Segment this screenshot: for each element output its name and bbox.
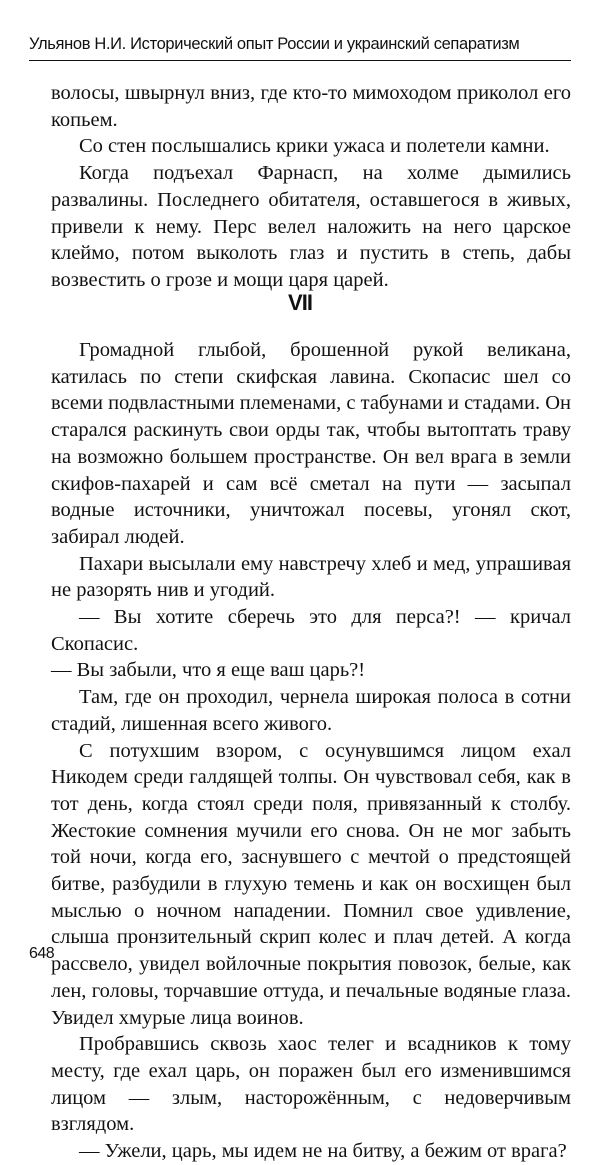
running-header: Ульянов Н.И. Исторический опыт России и украинский сепаратизм [29,35,520,53]
text-block-top [51,80,571,294]
chapter-section-number: VII [288,290,312,315]
dialogue-line: — Ужели, царь, мы идем не на битву, а бежим от врага? [79,1140,567,1163]
paragraph: С потухшим взором, с осунувшимся лицом ехал Никодем среди галдящей толпы. Он чувствовал себя, как в тот день, когда стоял среди поля, привязанный к столбу. Жестокие сомнения мучили его снова. Он не мог забыть той ночи, когда его, заснувшего с мечтой о предстоящей битве, разбудили в глухую темень и как он восхищен был мыслью о ночном нападении. Помнил свое удивление, слыша пронзительный скрип колес и плач детей. А когда рассвело, увидел войлочные покрытия повозок, белые, как лен, головы, торчавшие оттуда, и печальные водяные глаза. Увидел хмурые лица воинов. [51,739,571,1029]
paragraph: Когда подъехал Фарнасп, на холме дымились развалины. Последнего обитателя, оставшегося в живых, привели к нему. Перс велел наложить на него царское клеймо, потом выколоть глаз и пустить в степь, дабы возвестить о грозе и мощи царя царей. [51,162,571,291]
paragraph: волосы, швырнул вниз, где кто-то мимоходом приколол его копьем. [51,82,571,131]
dialogue-line: — Вы хотите сберечь это для перса?! — кричал Скопасис. [51,606,571,655]
header-divider [29,60,571,61]
paragraph: Пробравшись сквозь хаос телег и всадников к тому месту, где ехал царь, он поражен был его изменившимся лицом — злым, насторожённым, с недоверчивым взглядом. [51,1033,571,1136]
page-number: 648 [29,945,55,962]
paragraph: Пахари высылали ему навстречу хлеб и мед, упрашивая не разорять нив и угодий. [51,552,571,602]
paragraph: Громадной глыбой, брошенной рукой великана, катилась по степи скифская лавина. Скопасис шел со всеми подвластными племенами, с табунами и стадами. Он старался раскинуть свои орды так, чтобы вытоптать траву на возможно большем пространстве. Он вел врага в земли скифов-пахарей и сам всё сметал на пути — засыпал водные источники, уничтожал посевы, угонял скот, забирал людей. [51,339,571,548]
dialogue-line: — Вы забыли, что я еще ваш царь?! [51,659,366,682]
paragraph: Со стен послышались крики ужаса и полетели камни. [79,135,550,158]
text-block-main [51,337,571,1165]
paragraph: Там, где он проходил, чернела широкая полоса в сотни стадий, лишенная всего живого. [51,686,571,735]
